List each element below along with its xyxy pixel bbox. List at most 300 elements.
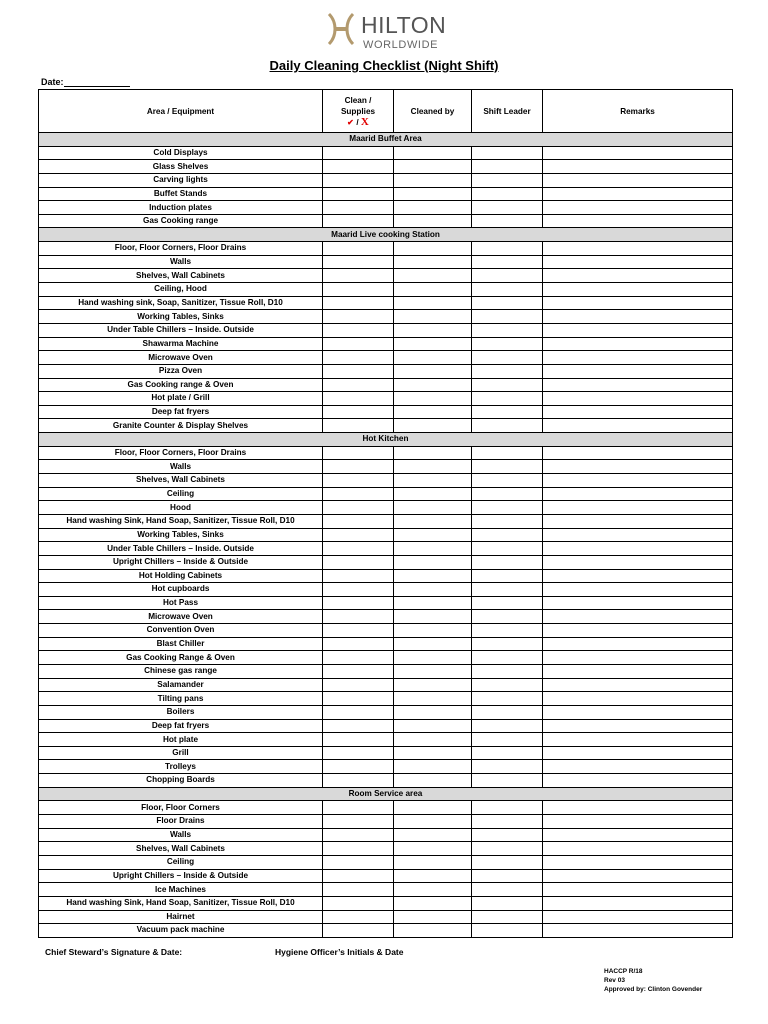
table-row — [39, 296, 733, 310]
shift-leader-cell[interactable] — [472, 828, 543, 842]
remarks-cell[interactable] — [543, 637, 733, 651]
clean-supplies-cell[interactable] — [323, 146, 394, 160]
shift-leader-cell[interactable] — [472, 351, 543, 365]
clean-supplies-cell[interactable] — [323, 337, 394, 351]
clean-supplies-cell[interactable] — [323, 201, 394, 215]
clean-supplies-cell[interactable] — [323, 624, 394, 638]
cleaned-by-cell[interactable] — [394, 801, 472, 815]
clean-supplies-cell[interactable] — [323, 351, 394, 365]
table-row — [39, 405, 733, 419]
shift-leader-cell[interactable] — [472, 774, 543, 788]
cleaned-by-cell[interactable] — [394, 569, 472, 583]
table-row — [39, 869, 733, 883]
shift-leader-cell[interactable] — [472, 883, 543, 897]
shift-leader-cell[interactable] — [472, 583, 543, 597]
shift-leader-cell[interactable] — [472, 610, 543, 624]
table-row — [39, 596, 733, 610]
item-name-cell: Grill — [39, 746, 323, 760]
item-name-cell: Gas Cooking Range & Oven — [39, 651, 323, 665]
item-name-cell: Hot plate / Grill — [39, 392, 323, 406]
table-row — [39, 542, 733, 556]
shift-leader-cell[interactable] — [472, 719, 543, 733]
clean-supplies-cell[interactable] — [323, 678, 394, 692]
item-name-cell: Hot plate — [39, 733, 323, 747]
shift-leader-cell[interactable] — [472, 405, 543, 419]
header-shift-leader: Shift Leader — [472, 90, 543, 133]
item-name-cell: Floor, Floor Corners, Floor Drains — [39, 242, 323, 256]
shift-leader-cell[interactable] — [472, 910, 543, 924]
table-row — [39, 828, 733, 842]
clean-supplies-cell[interactable] — [323, 214, 394, 228]
shift-leader-cell[interactable] — [472, 651, 543, 665]
cleaned-by-cell[interactable] — [394, 774, 472, 788]
shift-leader-cell[interactable] — [472, 160, 543, 174]
item-name-cell: Hot Pass — [39, 596, 323, 610]
remarks-cell[interactable] — [543, 828, 733, 842]
table-header-row — [39, 90, 733, 133]
table-row — [39, 460, 733, 474]
table-row — [39, 310, 733, 324]
table-row — [39, 815, 733, 829]
cleaned-by-cell[interactable] — [394, 883, 472, 897]
remarks-cell[interactable] — [543, 501, 733, 515]
remarks-cell[interactable] — [543, 419, 733, 433]
shift-leader-cell[interactable] — [472, 760, 543, 774]
remarks-cell[interactable] — [543, 242, 733, 256]
shift-leader-cell[interactable] — [472, 555, 543, 569]
clean-supplies-cell[interactable] — [323, 651, 394, 665]
remarks-cell[interactable] — [543, 815, 733, 829]
cleaned-by-cell[interactable] — [394, 705, 472, 719]
remarks-cell[interactable] — [543, 569, 733, 583]
clean-supplies-cell[interactable] — [323, 583, 394, 597]
table-row — [39, 514, 733, 528]
cleaned-by-cell[interactable] — [394, 842, 472, 856]
header-remarks: Remarks — [543, 90, 733, 133]
table-row — [39, 419, 733, 433]
remarks-cell[interactable] — [543, 487, 733, 501]
clean-supplies-cell[interactable] — [323, 760, 394, 774]
remarks-cell[interactable] — [543, 583, 733, 597]
item-name-cell: Under Table Chillers – Inside. Outside — [39, 542, 323, 556]
clean-supplies-cell[interactable] — [323, 269, 394, 283]
clean-supplies-cell[interactable] — [323, 283, 394, 297]
section-title: Room Service area — [39, 787, 733, 801]
cleaned-by-cell[interactable] — [394, 487, 472, 501]
shift-leader-cell[interactable] — [472, 896, 543, 910]
clean-supplies-cell[interactable] — [323, 542, 394, 556]
table-row — [39, 774, 733, 788]
header-clean-line2: Supplies — [340, 106, 376, 116]
remarks-cell[interactable] — [543, 446, 733, 460]
header-clean-supplies — [323, 90, 394, 133]
logo-brand-text: HILTON — [361, 12, 447, 38]
remarks-cell[interactable] — [543, 855, 733, 869]
shift-leader-cell[interactable] — [472, 733, 543, 747]
checklist-table — [38, 89, 733, 938]
clean-supplies-cell[interactable] — [323, 569, 394, 583]
clean-supplies-cell[interactable] — [323, 378, 394, 392]
remarks-cell[interactable] — [543, 610, 733, 624]
shift-leader-cell[interactable] — [472, 446, 543, 460]
shift-leader-cell[interactable] — [472, 842, 543, 856]
item-name-cell: Hand washing Sink, Hand Soap, Sanitizer, Tissue Roll, D10 — [39, 514, 323, 528]
cleaned-by-cell[interactable] — [394, 869, 472, 883]
cleaned-by-cell[interactable] — [394, 173, 472, 187]
cleaned-by-cell[interactable] — [394, 733, 472, 747]
table-row — [39, 569, 733, 583]
shift-leader-cell[interactable] — [472, 746, 543, 760]
cleaned-by-cell[interactable] — [394, 146, 472, 160]
cleaned-by-cell[interactable] — [394, 692, 472, 706]
shift-leader-cell[interactable] — [472, 419, 543, 433]
cleaned-by-cell[interactable] — [394, 815, 472, 829]
shift-leader-cell[interactable] — [472, 173, 543, 187]
item-name-cell: Walls — [39, 828, 323, 842]
cleaned-by-cell[interactable] — [394, 610, 472, 624]
cleaned-by-cell[interactable] — [394, 678, 472, 692]
cleaned-by-cell[interactable] — [394, 542, 472, 556]
table-row — [39, 664, 733, 678]
remarks-cell[interactable] — [543, 542, 733, 556]
table-row — [39, 160, 733, 174]
shift-leader-cell[interactable] — [472, 869, 543, 883]
shift-leader-cell[interactable] — [472, 187, 543, 201]
clean-supplies-cell[interactable] — [323, 596, 394, 610]
cleaned-by-cell[interactable] — [394, 719, 472, 733]
cleaned-by-cell[interactable] — [394, 214, 472, 228]
header-cross-mark: X — [360, 115, 369, 128]
clean-supplies-cell[interactable] — [323, 323, 394, 337]
clean-supplies-cell[interactable] — [323, 842, 394, 856]
table-row — [39, 883, 733, 897]
remarks-cell[interactable] — [543, 201, 733, 215]
clean-supplies-cell[interactable] — [323, 705, 394, 719]
remarks-cell[interactable] — [543, 296, 733, 310]
clean-supplies-cell[interactable] — [323, 719, 394, 733]
shift-leader-cell[interactable] — [472, 474, 543, 488]
cleaned-by-cell[interactable] — [394, 255, 472, 269]
cleaned-by-cell[interactable] — [394, 337, 472, 351]
shift-leader-cell[interactable] — [472, 487, 543, 501]
clean-supplies-cell[interactable] — [323, 392, 394, 406]
table-row — [39, 719, 733, 733]
section-row — [39, 433, 733, 447]
cleaned-by-cell[interactable] — [394, 555, 472, 569]
remarks-cell[interactable] — [543, 760, 733, 774]
remarks-cell[interactable] — [543, 746, 733, 760]
clean-supplies-cell[interactable] — [323, 173, 394, 187]
remarks-cell[interactable] — [543, 255, 733, 269]
clean-supplies-cell[interactable] — [323, 610, 394, 624]
shift-leader-cell[interactable] — [472, 692, 543, 706]
item-name-cell: Buffet Stands — [39, 187, 323, 201]
date-blank-line[interactable] — [64, 77, 130, 87]
remarks-cell[interactable] — [543, 310, 733, 324]
clean-supplies-cell[interactable] — [323, 460, 394, 474]
cleaned-by-cell[interactable] — [394, 269, 472, 283]
clean-supplies-cell[interactable] — [323, 501, 394, 515]
shift-leader-cell[interactable] — [472, 255, 543, 269]
cleaned-by-cell[interactable] — [394, 364, 472, 378]
item-name-cell: Shelves, Wall Cabinets — [39, 842, 323, 856]
cleaned-by-cell[interactable] — [394, 596, 472, 610]
cleaned-by-cell[interactable] — [394, 405, 472, 419]
item-name-cell: Carving lights — [39, 173, 323, 187]
clean-supplies-cell[interactable] — [323, 855, 394, 869]
cleaned-by-cell[interactable] — [394, 637, 472, 651]
remarks-cell[interactable] — [543, 910, 733, 924]
remarks-cell[interactable] — [543, 664, 733, 678]
item-name-cell: Induction plates — [39, 201, 323, 215]
remarks-cell[interactable] — [543, 896, 733, 910]
clean-supplies-cell[interactable] — [323, 364, 394, 378]
cleaned-by-cell[interactable] — [394, 474, 472, 488]
section-row — [39, 787, 733, 801]
cleaned-by-cell[interactable] — [394, 583, 472, 597]
clean-supplies-cell[interactable] — [323, 528, 394, 542]
remarks-cell[interactable] — [543, 337, 733, 351]
clean-supplies-cell[interactable] — [323, 419, 394, 433]
item-name-cell: Floor, Floor Corners, Floor Drains — [39, 446, 323, 460]
shift-leader-cell[interactable] — [472, 705, 543, 719]
remarks-cell[interactable] — [543, 173, 733, 187]
remarks-cell[interactable] — [543, 283, 733, 297]
shift-leader-cell[interactable] — [472, 514, 543, 528]
remarks-cell[interactable] — [543, 214, 733, 228]
shift-leader-cell[interactable] — [472, 542, 543, 556]
shift-leader-cell[interactable] — [472, 569, 543, 583]
clean-supplies-cell[interactable] — [323, 896, 394, 910]
clean-supplies-cell[interactable] — [323, 774, 394, 788]
item-name-cell: Hairnet — [39, 910, 323, 924]
cleaned-by-cell[interactable] — [394, 760, 472, 774]
table-row — [39, 746, 733, 760]
item-name-cell: Walls — [39, 255, 323, 269]
cleaned-by-cell[interactable] — [394, 419, 472, 433]
table-row — [39, 214, 733, 228]
cleaned-by-cell[interactable] — [394, 201, 472, 215]
clean-supplies-cell[interactable] — [323, 924, 394, 938]
shift-leader-cell[interactable] — [472, 637, 543, 651]
cleaned-by-cell[interactable] — [394, 924, 472, 938]
shift-leader-cell[interactable] — [472, 664, 543, 678]
table-row — [39, 392, 733, 406]
remarks-cell[interactable] — [543, 596, 733, 610]
clean-supplies-cell[interactable] — [323, 187, 394, 201]
cleaned-by-cell[interactable] — [394, 828, 472, 842]
remarks-cell[interactable] — [543, 323, 733, 337]
cleaned-by-cell[interactable] — [394, 392, 472, 406]
table-row — [39, 855, 733, 869]
clean-supplies-cell[interactable] — [323, 487, 394, 501]
shift-leader-cell[interactable] — [472, 624, 543, 638]
cleaned-by-cell[interactable] — [394, 651, 472, 665]
item-name-cell: Floor Drains — [39, 815, 323, 829]
document-footer — [604, 967, 702, 994]
chief-steward-signature-label: Chief Steward’s Signature & Date: — [45, 947, 183, 957]
clean-supplies-cell[interactable] — [323, 160, 394, 174]
remarks-cell[interactable] — [543, 364, 733, 378]
shift-leader-cell[interactable] — [472, 323, 543, 337]
remarks-cell[interactable] — [543, 705, 733, 719]
remarks-cell[interactable] — [543, 624, 733, 638]
item-name-cell: Floor, Floor Corners — [39, 801, 323, 815]
item-name-cell: Ceiling — [39, 487, 323, 501]
remarks-cell[interactable] — [543, 869, 733, 883]
table-row — [39, 283, 733, 297]
cleaned-by-cell[interactable] — [394, 323, 472, 337]
cleaned-by-cell[interactable] — [394, 187, 472, 201]
remarks-cell[interactable] — [543, 405, 733, 419]
item-name-cell: Shelves, Wall Cabinets — [39, 474, 323, 488]
shift-leader-cell[interactable] — [472, 801, 543, 815]
shift-leader-cell[interactable] — [472, 528, 543, 542]
cleaned-by-cell[interactable] — [394, 855, 472, 869]
shift-leader-cell[interactable] — [472, 815, 543, 829]
remarks-cell[interactable] — [543, 733, 733, 747]
remarks-cell[interactable] — [543, 146, 733, 160]
remarks-cell[interactable] — [543, 528, 733, 542]
cleaned-by-cell[interactable] — [394, 378, 472, 392]
clean-supplies-cell[interactable] — [323, 733, 394, 747]
item-name-cell: Walls — [39, 460, 323, 474]
clean-supplies-cell[interactable] — [323, 869, 394, 883]
remarks-cell[interactable] — [543, 801, 733, 815]
clean-supplies-cell[interactable] — [323, 446, 394, 460]
cleaned-by-cell[interactable] — [394, 446, 472, 460]
cleaned-by-cell[interactable] — [394, 460, 472, 474]
table-row — [39, 255, 733, 269]
table-row — [39, 637, 733, 651]
clean-supplies-cell[interactable] — [323, 637, 394, 651]
shift-leader-cell[interactable] — [472, 214, 543, 228]
remarks-cell[interactable] — [543, 774, 733, 788]
shift-leader-cell[interactable] — [472, 678, 543, 692]
shift-leader-cell[interactable] — [472, 378, 543, 392]
remarks-cell[interactable] — [543, 719, 733, 733]
remarks-cell[interactable] — [543, 883, 733, 897]
remarks-cell[interactable] — [543, 555, 733, 569]
cleaned-by-cell[interactable] — [394, 351, 472, 365]
table-row — [39, 378, 733, 392]
shift-leader-cell[interactable] — [472, 283, 543, 297]
clean-supplies-cell[interactable] — [323, 746, 394, 760]
remarks-cell[interactable] — [543, 924, 733, 938]
section-row — [39, 228, 733, 242]
remarks-cell[interactable] — [543, 692, 733, 706]
hilton-emblem-icon — [327, 12, 355, 46]
cleaned-by-cell[interactable] — [394, 242, 472, 256]
shift-leader-cell[interactable] — [472, 855, 543, 869]
clean-supplies-cell[interactable] — [323, 910, 394, 924]
shift-leader-cell[interactable] — [472, 146, 543, 160]
cleaned-by-cell[interactable] — [394, 296, 472, 310]
cleaned-by-cell[interactable] — [394, 910, 472, 924]
cleaned-by-cell[interactable] — [394, 896, 472, 910]
remarks-cell[interactable] — [543, 160, 733, 174]
cleaned-by-cell[interactable] — [394, 746, 472, 760]
remarks-cell[interactable] — [543, 351, 733, 365]
item-name-cell: Microwave Oven — [39, 610, 323, 624]
table-row — [39, 201, 733, 215]
remarks-cell[interactable] — [543, 678, 733, 692]
clean-supplies-cell[interactable] — [323, 310, 394, 324]
table-row — [39, 528, 733, 542]
item-name-cell: Hand washing sink, Soap, Sanitizer, Tissue Roll, D10 — [39, 296, 323, 310]
table-row — [39, 446, 733, 460]
date-label: Date: — [41, 77, 64, 87]
table-row — [39, 924, 733, 938]
remarks-cell[interactable] — [543, 514, 733, 528]
shift-leader-cell[interactable] — [472, 596, 543, 610]
item-name-cell: Shelves, Wall Cabinets — [39, 269, 323, 283]
remarks-cell[interactable] — [543, 651, 733, 665]
remarks-cell[interactable] — [543, 392, 733, 406]
clean-supplies-cell[interactable] — [323, 514, 394, 528]
remarks-cell[interactable] — [543, 269, 733, 283]
item-name-cell: Upright Chillers – Inside & Outside — [39, 869, 323, 883]
clean-supplies-cell[interactable] — [323, 296, 394, 310]
cleaned-by-cell[interactable] — [394, 624, 472, 638]
table-row — [39, 146, 733, 160]
clean-supplies-cell[interactable] — [323, 801, 394, 815]
clean-supplies-cell[interactable] — [323, 405, 394, 419]
shift-leader-cell[interactable] — [472, 242, 543, 256]
header-slash: / — [356, 117, 359, 127]
clean-supplies-cell[interactable] — [323, 255, 394, 269]
shift-leader-cell[interactable] — [472, 337, 543, 351]
item-name-cell: Deep fat fryers — [39, 405, 323, 419]
shift-leader-cell[interactable] — [472, 501, 543, 515]
clean-supplies-cell[interactable] — [323, 883, 394, 897]
clean-supplies-cell[interactable] — [323, 474, 394, 488]
cleaned-by-cell[interactable] — [394, 310, 472, 324]
cleaned-by-cell[interactable] — [394, 283, 472, 297]
table-row — [39, 705, 733, 719]
cleaned-by-cell[interactable] — [394, 664, 472, 678]
remarks-cell[interactable] — [543, 842, 733, 856]
shift-leader-cell[interactable] — [472, 201, 543, 215]
clean-supplies-cell[interactable] — [323, 555, 394, 569]
shift-leader-cell[interactable] — [472, 392, 543, 406]
clean-supplies-cell[interactable] — [323, 692, 394, 706]
shift-leader-cell[interactable] — [472, 310, 543, 324]
shift-leader-cell[interactable] — [472, 460, 543, 474]
clean-supplies-cell[interactable] — [323, 242, 394, 256]
remarks-cell[interactable] — [543, 460, 733, 474]
remarks-cell[interactable] — [543, 187, 733, 201]
shift-leader-cell[interactable] — [472, 364, 543, 378]
shift-leader-cell[interactable] — [472, 924, 543, 938]
clean-supplies-cell[interactable] — [323, 815, 394, 829]
clean-supplies-cell[interactable] — [323, 828, 394, 842]
cleaned-by-cell[interactable] — [394, 160, 472, 174]
item-name-cell: Cold Displays — [39, 146, 323, 160]
table-row — [39, 733, 733, 747]
shift-leader-cell[interactable] — [472, 296, 543, 310]
shift-leader-cell[interactable] — [472, 269, 543, 283]
cleaned-by-cell[interactable] — [394, 501, 472, 515]
remarks-cell[interactable] — [543, 474, 733, 488]
table-row — [39, 173, 733, 187]
remarks-cell[interactable] — [543, 378, 733, 392]
footer-code: HACCP R/18 — [604, 968, 643, 975]
footer-approved: Approved by: Clinton Govender — [604, 986, 703, 993]
cleaned-by-cell[interactable] — [394, 514, 472, 528]
clean-supplies-cell[interactable] — [323, 664, 394, 678]
cleaned-by-cell[interactable] — [394, 528, 472, 542]
